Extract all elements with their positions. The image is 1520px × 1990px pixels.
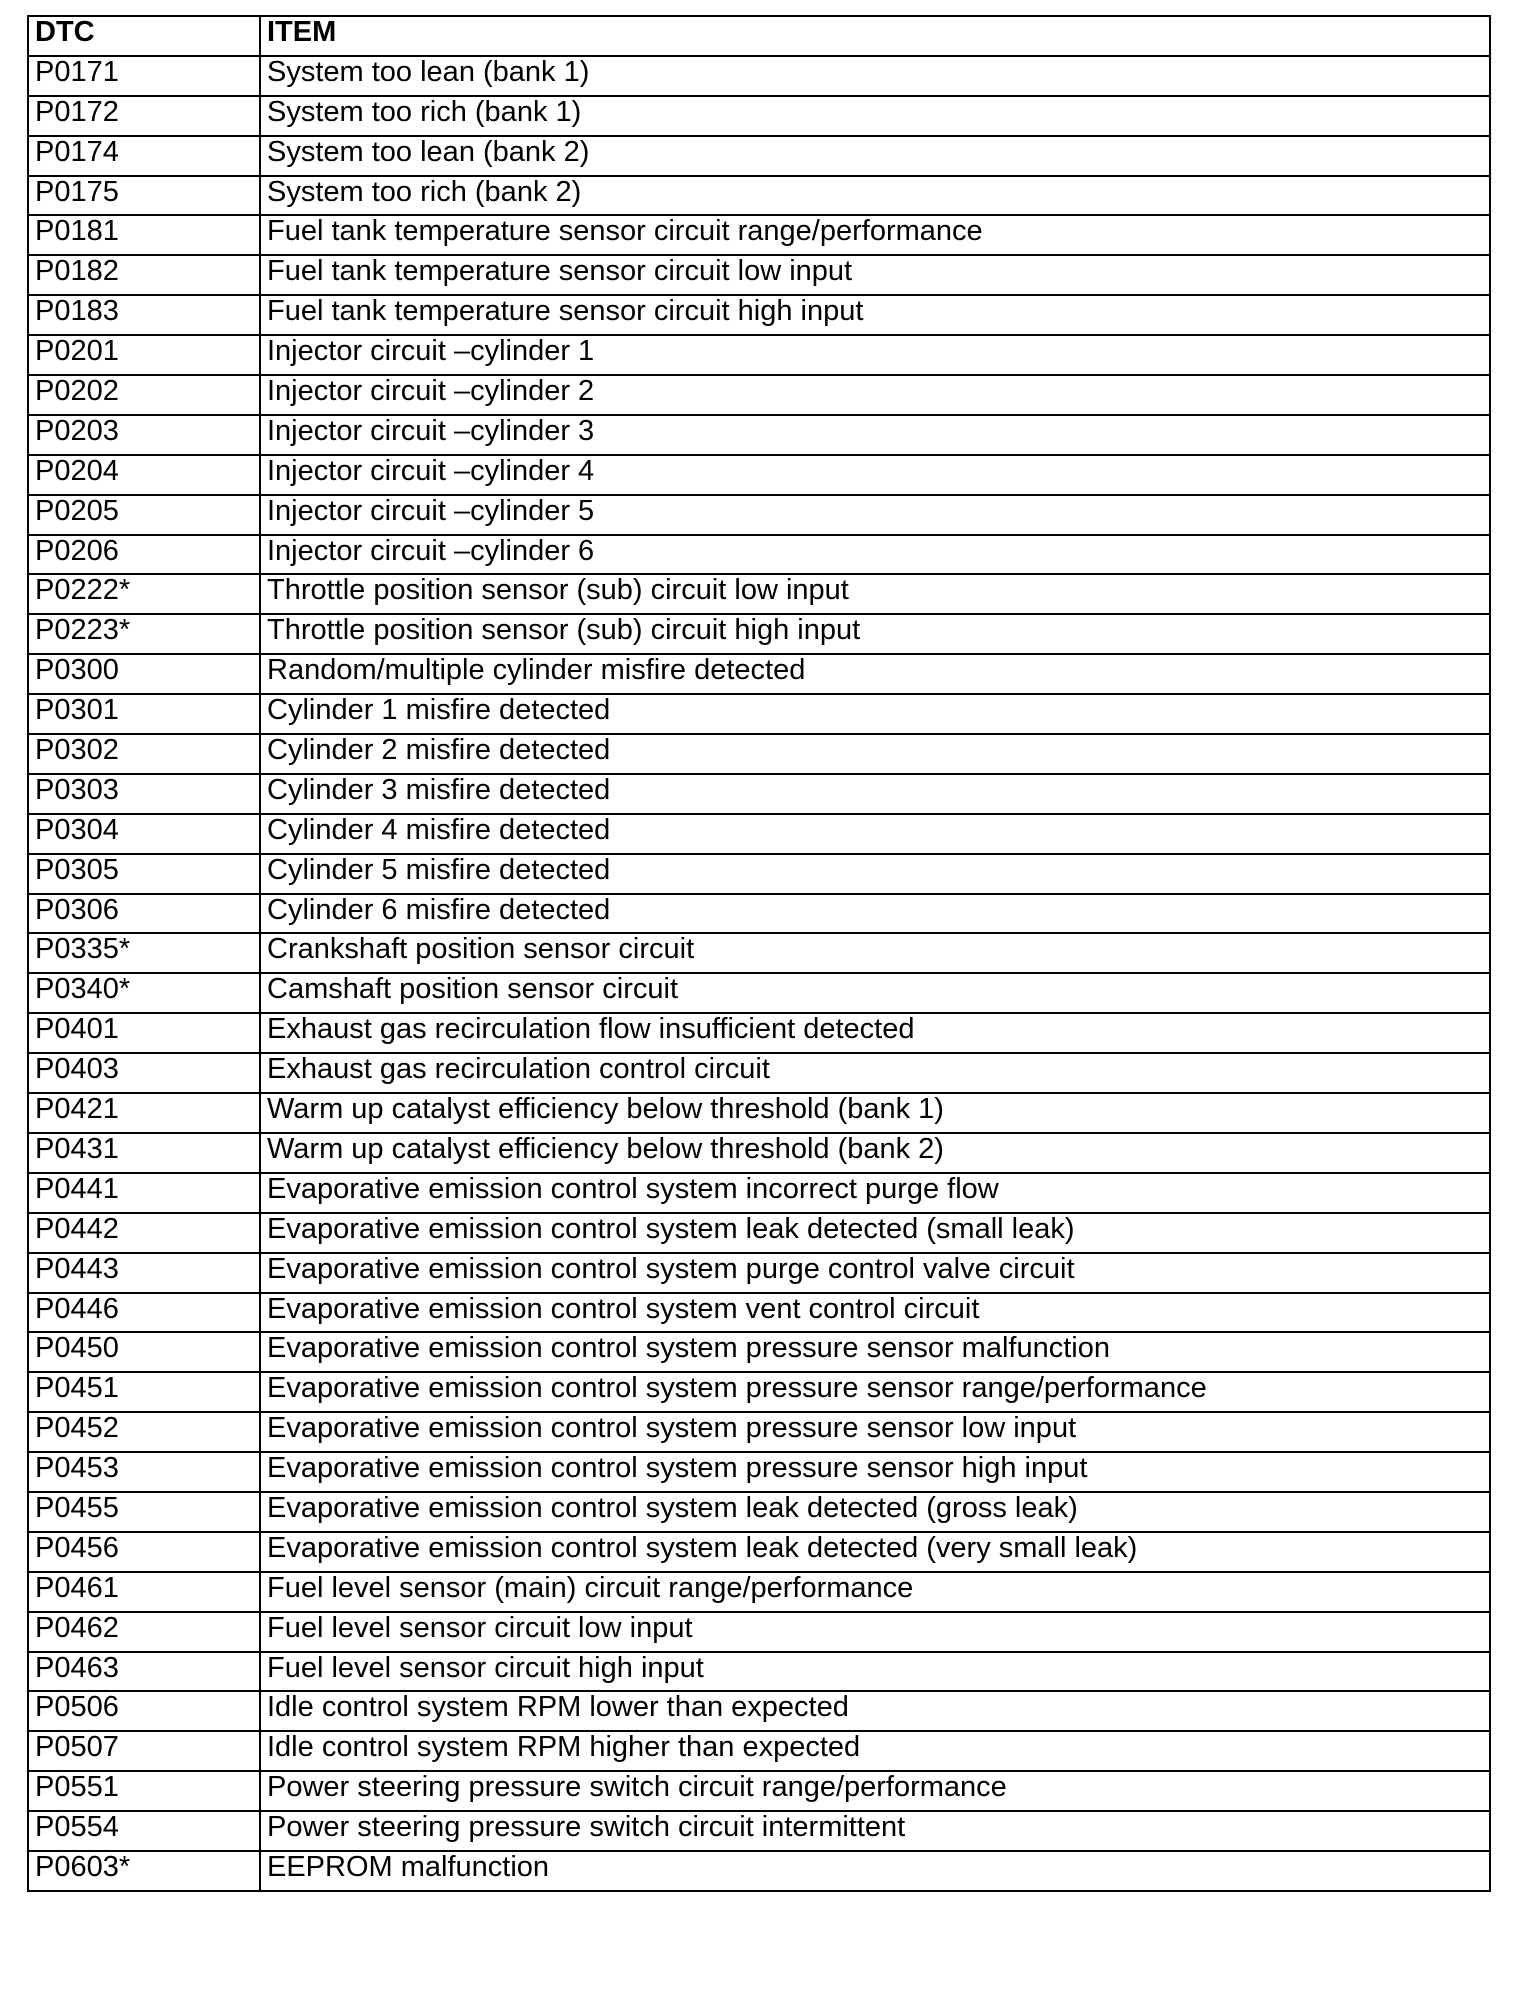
table-row <box>28 1612 1490 1652</box>
dtc-item-cell: Fuel level sensor circuit low input <box>260 1612 1490 1652</box>
dtc-item-cell: Cylinder 2 misfire detected <box>260 734 1490 774</box>
dtc-item-cell: Evaporative emission control system pressure sensor malfunction <box>260 1332 1490 1372</box>
dtc-code-cell: P0450 <box>28 1332 260 1372</box>
dtc-item-cell: Cylinder 5 misfire detected <box>260 854 1490 894</box>
dtc-item-cell: Evaporative emission control system leak detected (small leak) <box>260 1213 1490 1253</box>
dtc-item-cell: Cylinder 6 misfire detected <box>260 894 1490 934</box>
dtc-code-cell: P0446 <box>28 1293 260 1333</box>
dtc-item-cell: Injector circuit –cylinder 2 <box>260 375 1490 415</box>
table-row <box>28 1053 1490 1093</box>
dtc-code-cell: P0175 <box>28 176 260 216</box>
table-row <box>28 176 1490 216</box>
table-row <box>28 255 1490 295</box>
table-row <box>28 933 1490 973</box>
header-item: ITEM <box>260 16 1490 56</box>
table-row <box>28 694 1490 734</box>
dtc-code-cell: P0431 <box>28 1133 260 1173</box>
table-row <box>28 973 1490 1013</box>
header-row <box>28 16 1490 56</box>
dtc-code-cell: P0403 <box>28 1053 260 1093</box>
table-row <box>28 1811 1490 1851</box>
dtc-item-cell: Evaporative emission control system leak detected (gross leak) <box>260 1492 1490 1532</box>
dtc-code-cell: P0304 <box>28 814 260 854</box>
dtc-item-cell: Evaporative emission control system vent control circuit <box>260 1293 1490 1333</box>
dtc-item-cell: Warm up catalyst efficiency below threshold (bank 1) <box>260 1093 1490 1133</box>
dtc-code-cell: P0554 <box>28 1811 260 1851</box>
table-row <box>28 1412 1490 1452</box>
table-row <box>28 734 1490 774</box>
dtc-item-cell: EEPROM malfunction <box>260 1851 1490 1891</box>
dtc-code-cell: P0443 <box>28 1253 260 1293</box>
dtc-code-cell: P0442 <box>28 1213 260 1253</box>
dtc-code-cell: P0174 <box>28 136 260 176</box>
dtc-code-cell: P0171 <box>28 56 260 96</box>
dtc-code-cell: P0506 <box>28 1691 260 1731</box>
table-body <box>28 56 1490 1891</box>
dtc-item-cell: Power steering pressure switch circuit range/performance <box>260 1771 1490 1811</box>
table-row <box>28 614 1490 654</box>
table-row <box>28 56 1490 96</box>
dtc-code-cell: P0223* <box>28 614 260 654</box>
dtc-code-cell: P0453 <box>28 1452 260 1492</box>
table-row <box>28 1093 1490 1133</box>
table-row <box>28 854 1490 894</box>
dtc-item-cell: Idle control system RPM higher than expected <box>260 1731 1490 1771</box>
dtc-item-cell: System too lean (bank 2) <box>260 136 1490 176</box>
table-row <box>28 1013 1490 1053</box>
dtc-code-cell: P0306 <box>28 894 260 934</box>
dtc-code-cell: P0305 <box>28 854 260 894</box>
table-row <box>28 96 1490 136</box>
dtc-code-cell: P0303 <box>28 774 260 814</box>
table-row <box>28 1572 1490 1612</box>
table-row <box>28 1213 1490 1253</box>
table-row <box>28 295 1490 335</box>
dtc-code-cell: P0172 <box>28 96 260 136</box>
dtc-item-cell: System too rich (bank 1) <box>260 96 1490 136</box>
table-row <box>28 1532 1490 1572</box>
dtc-code-cell: P0462 <box>28 1612 260 1652</box>
table-row <box>28 1691 1490 1731</box>
dtc-item-cell: Exhaust gas recirculation flow insufficient detected <box>260 1013 1490 1053</box>
header-dtc: DTC <box>28 16 260 56</box>
dtc-code-cell: P0201 <box>28 335 260 375</box>
table-row <box>28 495 1490 535</box>
table-row <box>28 415 1490 455</box>
table-row <box>28 1332 1490 1372</box>
dtc-item-cell: Injector circuit –cylinder 5 <box>260 495 1490 535</box>
table-row <box>28 1771 1490 1811</box>
dtc-code-cell: P0551 <box>28 1771 260 1811</box>
dtc-item-cell: Injector circuit –cylinder 3 <box>260 415 1490 455</box>
dtc-item-cell: Idle control system RPM lower than expected <box>260 1691 1490 1731</box>
dtc-code-cell: P0181 <box>28 215 260 255</box>
dtc-item-cell: Evaporative emission control system pressure sensor range/performance <box>260 1372 1490 1412</box>
table-row <box>28 654 1490 694</box>
dtc-table <box>27 15 1491 1892</box>
dtc-code-cell: P0300 <box>28 654 260 694</box>
dtc-code-cell: P0456 <box>28 1532 260 1572</box>
dtc-item-cell: System too lean (bank 1) <box>260 56 1490 96</box>
dtc-item-cell: Injector circuit –cylinder 6 <box>260 535 1490 575</box>
dtc-item-cell: Injector circuit –cylinder 4 <box>260 455 1490 495</box>
dtc-code-cell: P0401 <box>28 1013 260 1053</box>
dtc-code-cell: P0302 <box>28 734 260 774</box>
table-row <box>28 215 1490 255</box>
dtc-code-cell: P0452 <box>28 1412 260 1452</box>
table-row <box>28 1731 1490 1771</box>
table-row <box>28 335 1490 375</box>
dtc-code-cell: P0183 <box>28 295 260 335</box>
table-row <box>28 375 1490 415</box>
dtc-item-cell: Evaporative emission control system pressure sensor low input <box>260 1412 1490 1452</box>
table-row <box>28 1133 1490 1173</box>
dtc-item-cell: Fuel level sensor (main) circuit range/performance <box>260 1572 1490 1612</box>
dtc-item-cell: Cylinder 1 misfire detected <box>260 694 1490 734</box>
dtc-item-cell: Throttle position sensor (sub) circuit high input <box>260 614 1490 654</box>
dtc-code-cell: P0335* <box>28 933 260 973</box>
dtc-item-cell: Random/multiple cylinder misfire detected <box>260 654 1490 694</box>
dtc-item-cell: Warm up catalyst efficiency below threshold (bank 2) <box>260 1133 1490 1173</box>
table-row <box>28 535 1490 575</box>
table-row <box>28 1452 1490 1492</box>
dtc-code-cell: P0421 <box>28 1093 260 1133</box>
dtc-code-cell: P0463 <box>28 1652 260 1692</box>
dtc-code-cell: P0301 <box>28 694 260 734</box>
dtc-code-cell: P0202 <box>28 375 260 415</box>
dtc-code-cell: P0451 <box>28 1372 260 1412</box>
dtc-code-cell: P0205 <box>28 495 260 535</box>
dtc-code-cell: P0222* <box>28 574 260 614</box>
dtc-item-cell: Crankshaft position sensor circuit <box>260 933 1490 973</box>
dtc-item-cell: Throttle position sensor (sub) circuit low input <box>260 574 1490 614</box>
table-row <box>28 1652 1490 1692</box>
dtc-code-cell: P0203 <box>28 415 260 455</box>
dtc-code-cell: P0455 <box>28 1492 260 1532</box>
dtc-item-cell: Fuel tank temperature sensor circuit range/performance <box>260 215 1490 255</box>
dtc-item-cell: Fuel tank temperature sensor circuit low input <box>260 255 1490 295</box>
dtc-item-cell: Injector circuit –cylinder 1 <box>260 335 1490 375</box>
dtc-item-cell: Fuel level sensor circuit high input <box>260 1652 1490 1692</box>
table-row <box>28 136 1490 176</box>
dtc-code-cell: P0507 <box>28 1731 260 1771</box>
dtc-code-cell: P0204 <box>28 455 260 495</box>
dtc-item-cell: Evaporative emission control system leak detected (very small leak) <box>260 1532 1490 1572</box>
dtc-code-cell: P0182 <box>28 255 260 295</box>
table-row <box>28 1492 1490 1532</box>
dtc-item-cell: Cylinder 3 misfire detected <box>260 774 1490 814</box>
dtc-item-cell: Cylinder 4 misfire detected <box>260 814 1490 854</box>
table-row <box>28 894 1490 934</box>
dtc-item-cell: Camshaft position sensor circuit <box>260 973 1490 1013</box>
table-row <box>28 455 1490 495</box>
table-row <box>28 774 1490 814</box>
dtc-code-cell: P0206 <box>28 535 260 575</box>
table-row <box>28 1253 1490 1293</box>
table-row <box>28 1851 1490 1891</box>
dtc-code-cell: P0340* <box>28 973 260 1013</box>
table-row <box>28 814 1490 854</box>
dtc-code-cell: P0603* <box>28 1851 260 1891</box>
dtc-item-cell: System too rich (bank 2) <box>260 176 1490 216</box>
dtc-code-cell: P0441 <box>28 1173 260 1213</box>
table-row <box>28 1173 1490 1213</box>
dtc-item-cell: Power steering pressure switch circuit intermittent <box>260 1811 1490 1851</box>
dtc-item-cell: Evaporative emission control system purge control valve circuit <box>260 1253 1490 1293</box>
dtc-item-cell: Fuel tank temperature sensor circuit high input <box>260 295 1490 335</box>
table-row <box>28 574 1490 614</box>
dtc-item-cell: Exhaust gas recirculation control circuit <box>260 1053 1490 1093</box>
dtc-code-cell: P0461 <box>28 1572 260 1612</box>
table-row <box>28 1372 1490 1412</box>
dtc-item-cell: Evaporative emission control system pressure sensor high input <box>260 1452 1490 1492</box>
dtc-item-cell: Evaporative emission control system incorrect purge flow <box>260 1173 1490 1213</box>
table-row <box>28 1293 1490 1333</box>
